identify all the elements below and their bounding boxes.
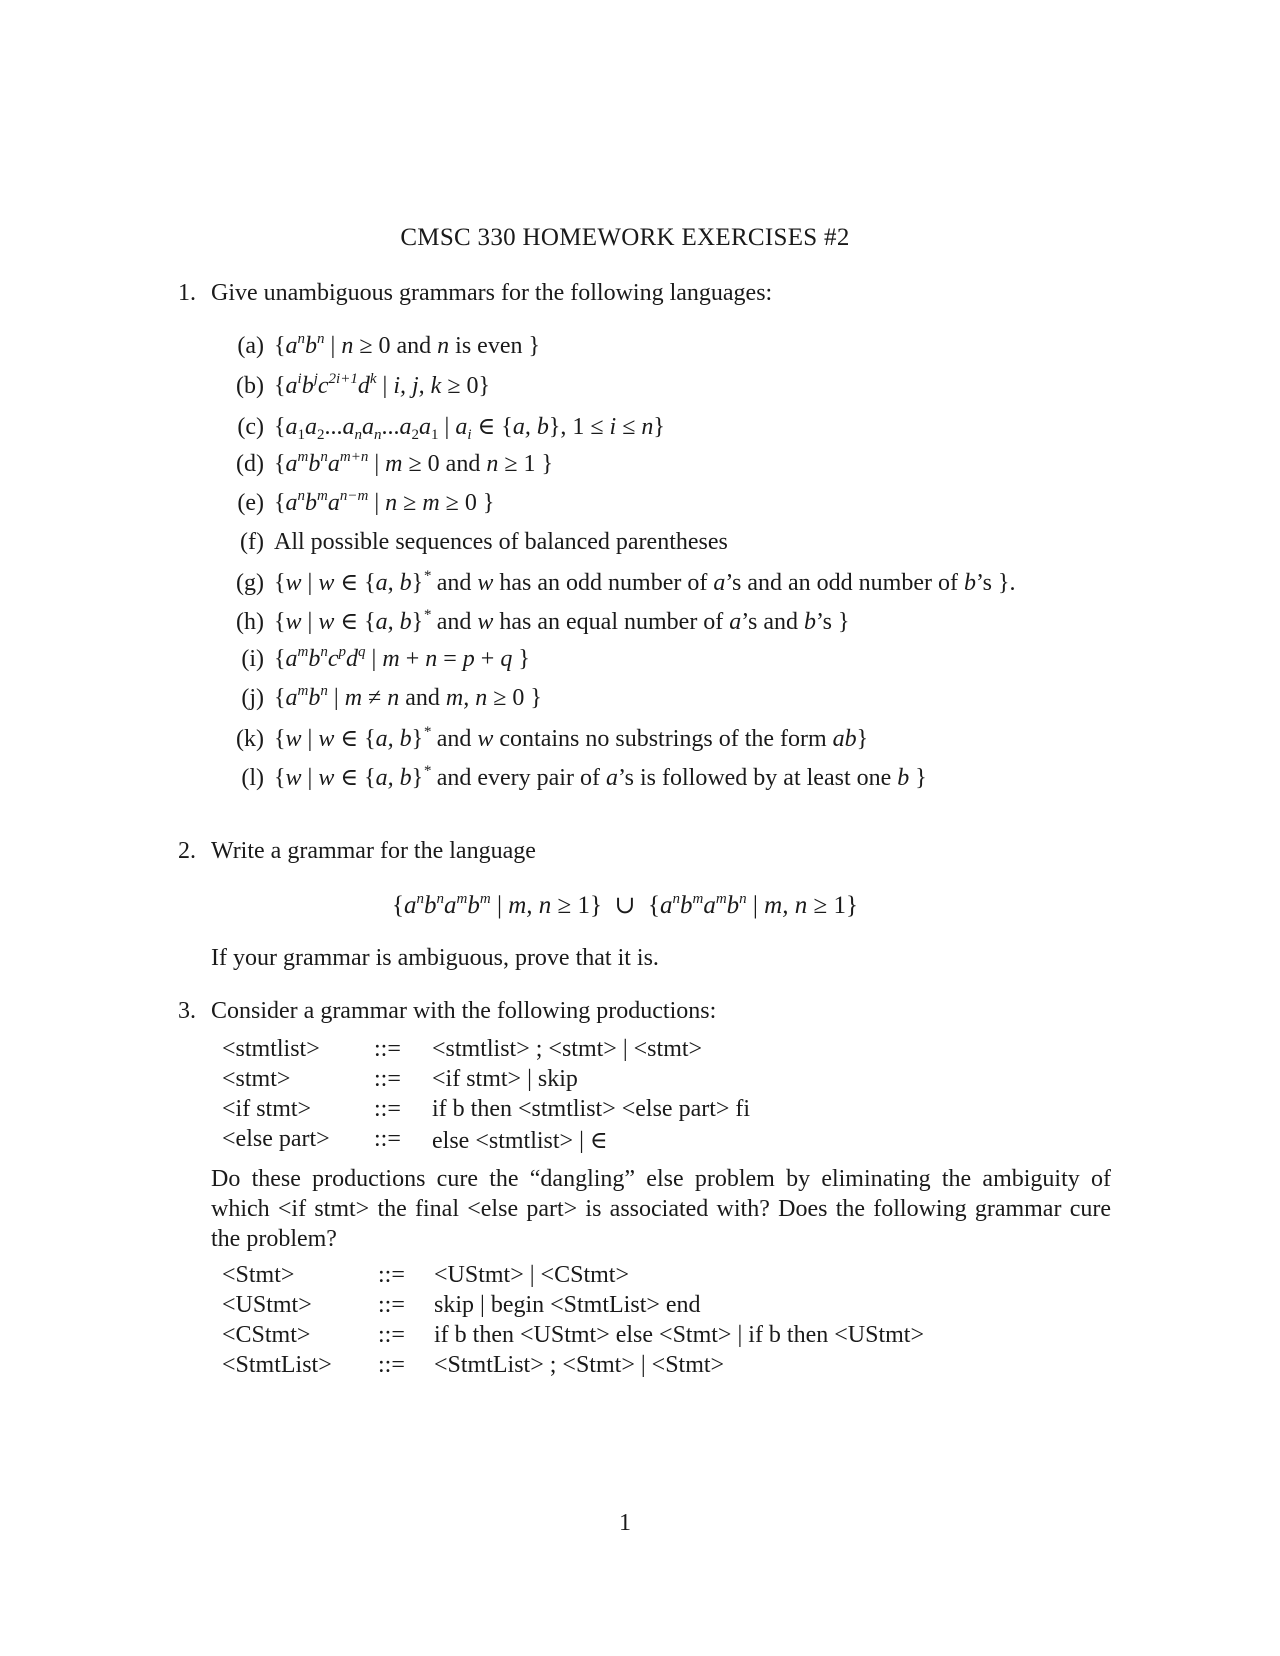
- production-op: ::=: [374, 1066, 401, 1092]
- item-label: (l): [241, 765, 264, 791]
- question-2-text: Write a grammar for the language: [211, 838, 536, 864]
- q1-item-l: (l) {w | w ∈ {a, b}* and every pair of a’s is followed by at least one b }: [218, 763, 927, 797]
- q1-item-i: (i) {$a^mb^nc^pd^q$ | m + n = p + q }: [218, 646, 530, 680]
- item-label: (j): [241, 685, 264, 711]
- q1-item-a: (a) {$a^nb^n$ | n ≥ 0 and n is even }: [218, 333, 540, 367]
- item-label: (c): [237, 414, 264, 440]
- item-label: (e): [237, 490, 264, 516]
- production-rhs: <stmtlist> ; <stmt> | <stmt>: [432, 1036, 703, 1062]
- production-lhs: <if stmt>: [222, 1096, 312, 1122]
- q1-item-j: (j) {$a^mb^n$ | m ≠ n and m, n ≥ 0 }: [218, 685, 542, 719]
- production-op: ::=: [374, 1036, 401, 1062]
- production-lhs: <stmtlist>: [222, 1036, 320, 1062]
- production-lhs: <stmt>: [222, 1066, 291, 1092]
- production-op: ::=: [378, 1322, 405, 1348]
- production-rhs: <if stmt> | skip: [432, 1066, 578, 1092]
- production-rhs: else <stmtlist> | ∈: [432, 1128, 608, 1154]
- question-3-paragraph: Do these productions cure the “dangling” else problem by eliminating the ambiguity of which <if stmt> the final <else part> is associated with? Does the following grammar cure the problem?: [211, 1166, 1111, 1252]
- question-1-text: Give unambiguous grammars for the following languages:: [211, 280, 773, 306]
- question-3-number: 3.: [178, 998, 196, 1024]
- production-op: ::=: [374, 1126, 401, 1152]
- q1-item-e: (e) {$a^nb^ma^{n-m}$ | n ≥ m ≥ 0 }: [218, 490, 494, 524]
- q1-item-f: [218, 529, 728, 563]
- question-2-number: 2.: [178, 838, 196, 864]
- item-text: All possible sequences of balanced parentheses: [274, 529, 728, 555]
- item-label: (f): [240, 529, 264, 555]
- production-rhs: skip | begin <StmtList> end: [434, 1292, 701, 1318]
- language-equation: {$a^nb^na^mb^m$ | m, n ≥ 1} ∪ {$a^nb^ma^mb^n$ | m, n ≥ 1}: [392, 891, 858, 919]
- production-op: ::=: [374, 1096, 401, 1122]
- item-label: (g): [236, 570, 264, 596]
- item-label: (h): [236, 609, 264, 635]
- production-lhs: <StmtList>: [222, 1352, 332, 1378]
- q1-item-h: (h) {w | w ∈ {a, b}* and w has an equal number of a’s and b’s }: [218, 607, 850, 641]
- production-lhs: <CStmt>: [222, 1322, 311, 1348]
- item-label: (k): [236, 726, 264, 752]
- production-rhs: if b then <stmtlist> <else part> fi: [432, 1096, 751, 1122]
- question-1-number: 1.: [178, 280, 196, 306]
- production-op: ::=: [378, 1352, 405, 1378]
- item-label: (b): [236, 373, 264, 399]
- production-op: ::=: [378, 1262, 405, 1288]
- production-op: ::=: [378, 1292, 405, 1318]
- q1-item-g: (g) {w | w ∈ {a, b}* and w has an odd number of a’s and an odd number of b’s }.: [218, 568, 1015, 602]
- q1-item-k: (k) {w | w ∈ {a, b}* and w contains no substrings of the form ab}: [218, 724, 868, 758]
- production-rhs: <UStmt> | <CStmt>: [434, 1262, 629, 1288]
- production-lhs: <UStmt>: [222, 1292, 312, 1318]
- production-lhs: <Stmt>: [222, 1262, 295, 1288]
- production-rhs: <StmtList> ; <Stmt> | <Stmt>: [434, 1352, 725, 1378]
- production-lhs: <else part>: [222, 1126, 330, 1152]
- page-title: CMSC 330 HOMEWORK EXERCISES #2: [400, 224, 850, 251]
- item-label: (d): [236, 451, 264, 477]
- item-label: (i): [241, 646, 264, 672]
- production-rhs: if b then <UStmt> else <Stmt> | if b then <UStmt>: [434, 1322, 925, 1348]
- question-2-followup: If your grammar is ambiguous, prove that it is.: [211, 945, 659, 971]
- item-label: (a): [237, 333, 264, 359]
- page-number: 1: [619, 1510, 631, 1536]
- q1-item-d: (d) {$a^mb^na^{m+n}$ | m ≥ 0 and n ≥ 1 }: [218, 451, 553, 485]
- q1-item-b: (b) {$a^ib^jc^{2i+1}d^k$ | i, j, k ≥ 0}: [218, 373, 490, 407]
- q1-item-c: (c) {$a_1a_2...a_na_n...a_2a_1$ | $a_i$ ∈ {a, b}, 1 ≤ i ≤ n}: [218, 412, 665, 446]
- question-3-text: Consider a grammar with the following productions:: [211, 998, 717, 1024]
